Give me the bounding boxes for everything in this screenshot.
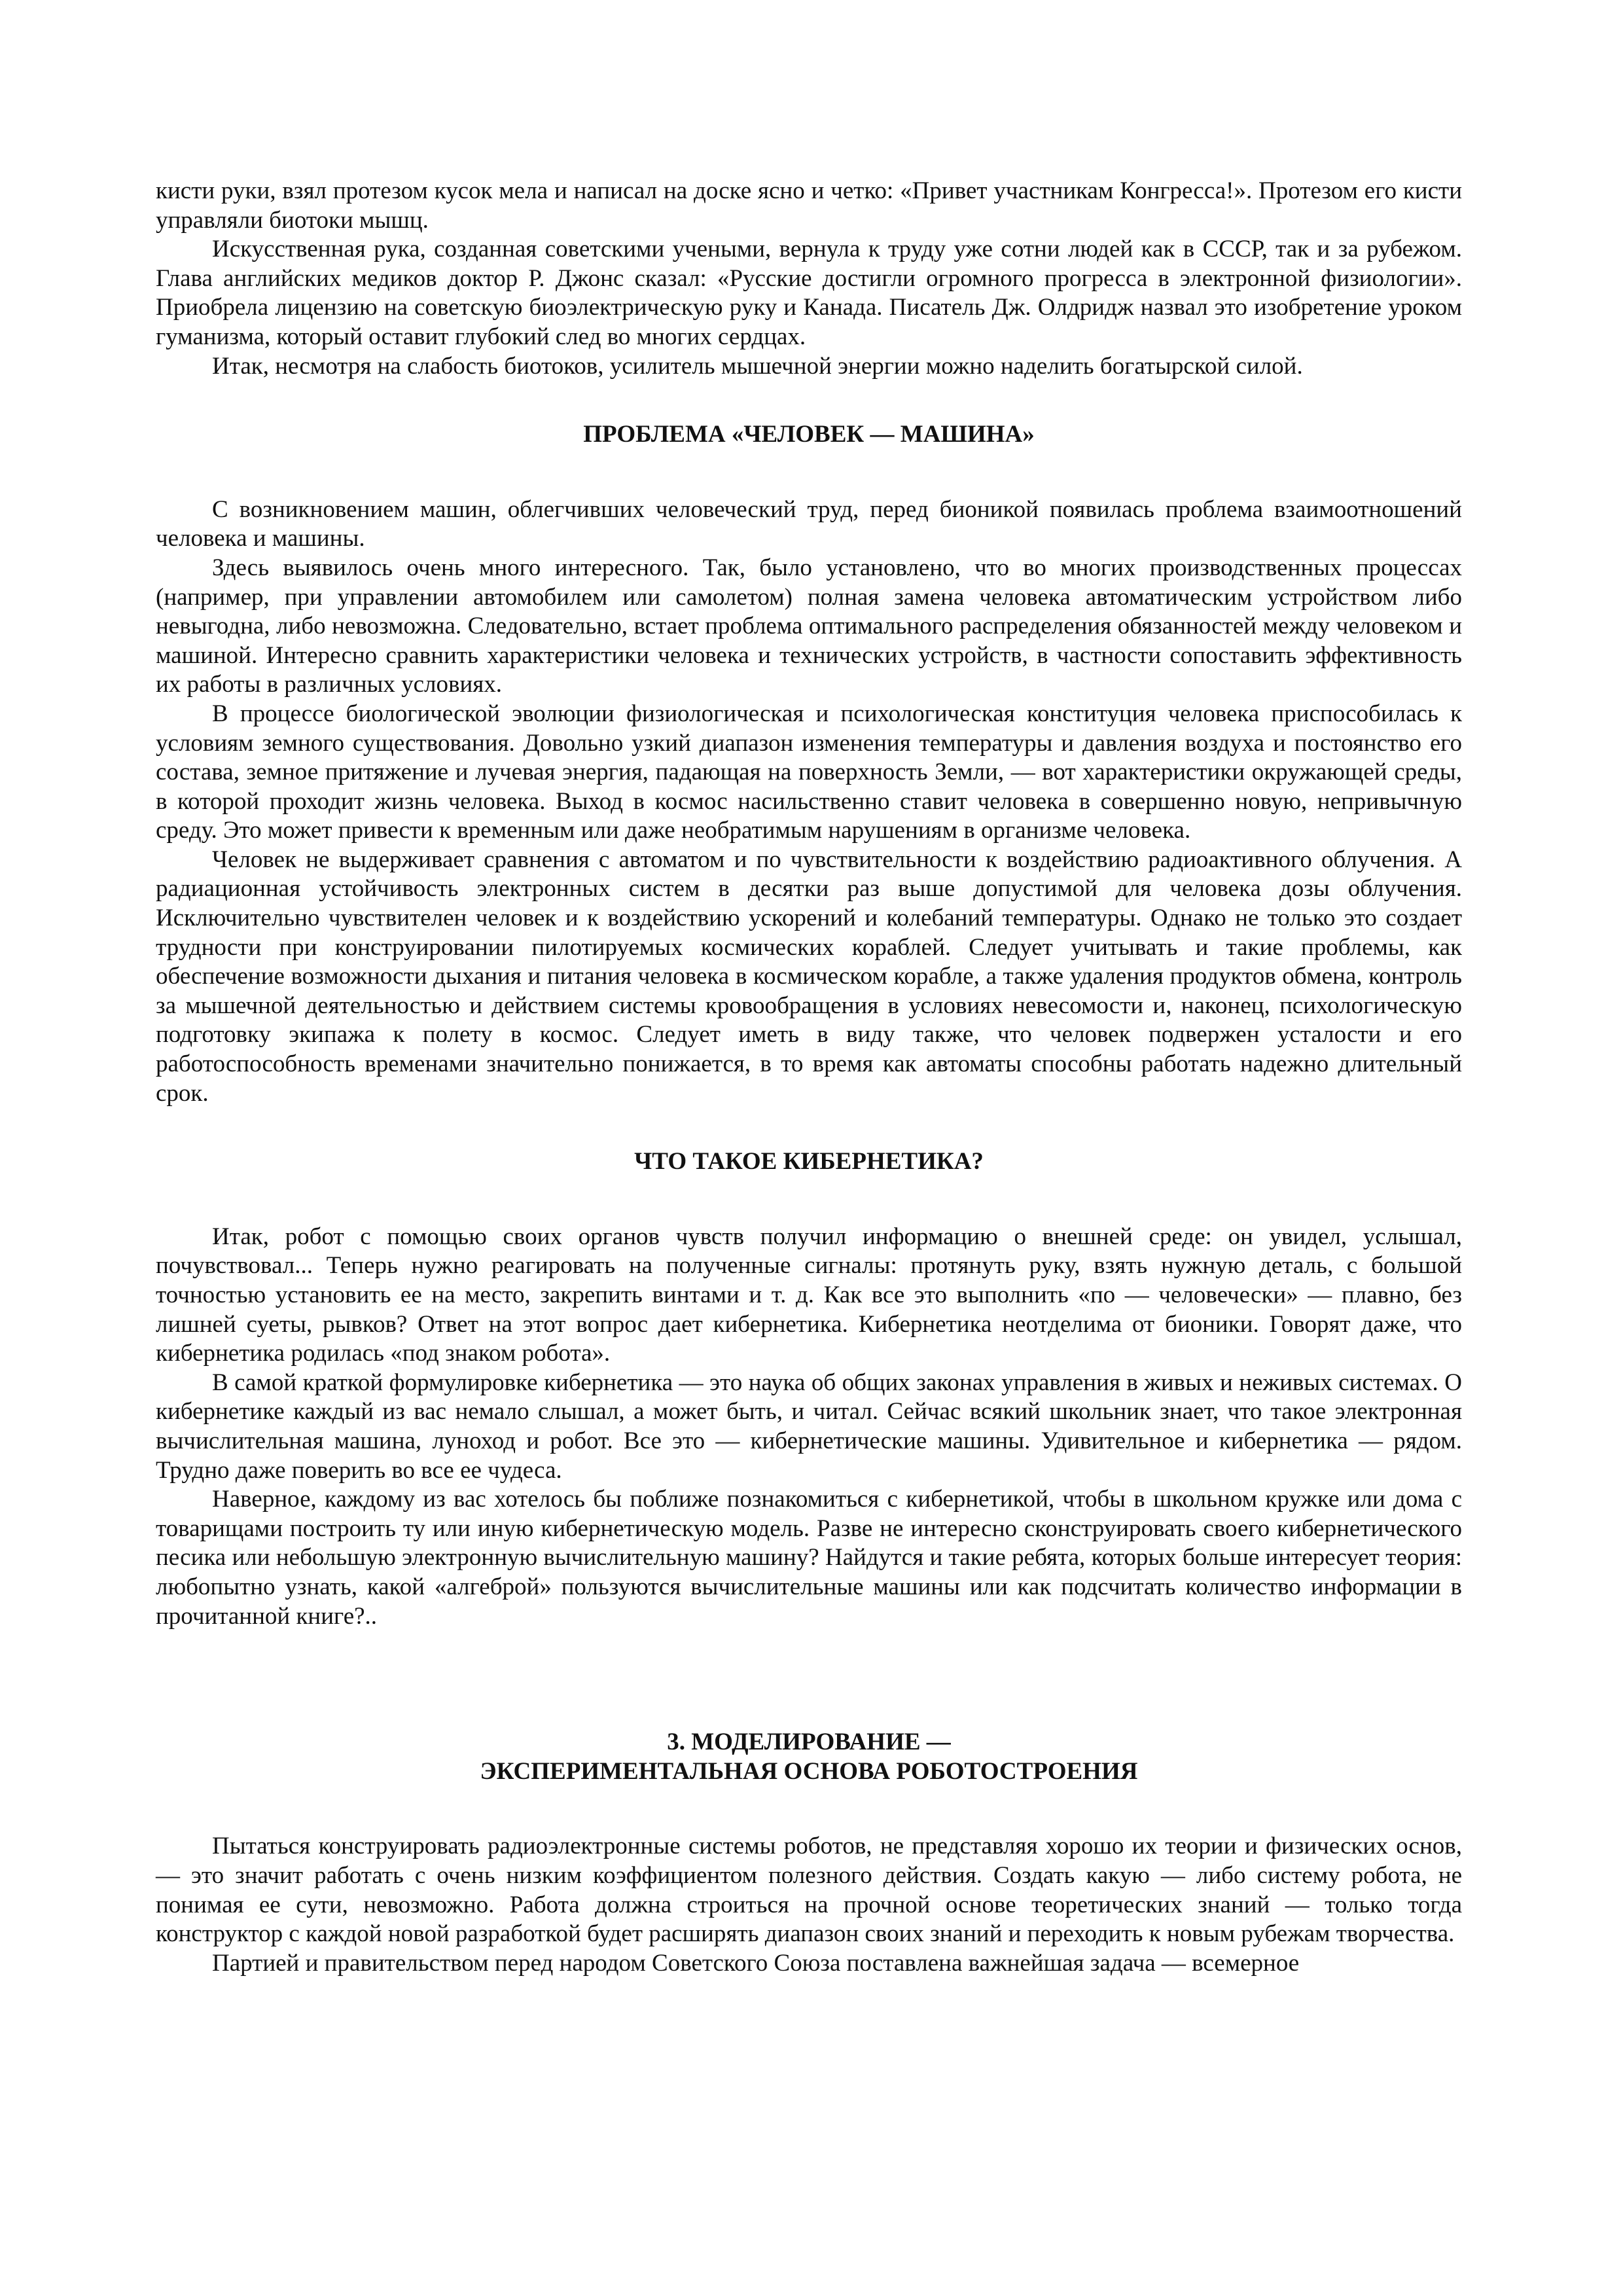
paragraph: Искусственная рука, созданная советскими учеными, вернула к труду уже сотни людей как в СССР, так и за рубежом. Глава английских медиков доктор Р. Джонс сказал: «Русские достигли огромного прогресса в электронной физиологии». Приобрела лицензию на советскую биоэлектрическую руку и Канада. Писатель Дж. Олдридж назвал это изобретение уроком гуманизма, который оставит глубокий след во многих сердцах. [156, 236, 1462, 350]
document-page [156, 177, 1462, 1978]
paragraph: С возникновением машин, облегчивших человеческий труд, перед бионикой появилась проблема взаимоотношений человека и машины. [156, 495, 1462, 552]
chapter-heading-line2: ЭКСПЕРИМЕНТАЛЬНАЯ ОСНОВА РОБОТОСТРОЕНИЯ [480, 1757, 1138, 1785]
paragraph: Здесь выявилось очень много интересного. Так, было установлено, что во многих производственных процессах (например, при управлении автомобилем или самолетом) полная замена человека автоматическим устройством либо невыгодна, либо невозможна. Следовательно, встает проблема оптимального распределения обязанностей между человеком и машиной. Интересно сравнить характеристики человека и технических устройств, в частности сопоставить эффективность их работы в различных условиях. [156, 554, 1462, 698]
paragraph: Партией и правительством перед народом Советского Союза поставлена важнейшая задача — всемерное [212, 1949, 1300, 1977]
chapter-heading [156, 1728, 1462, 1786]
paragraph: В процессе биологической эволюции физиологическая и психологическая конституция человека приспособилась к условиям земного существования. Довольно узкий диапазон изменения температуры и давления воздуха и постоянство его состава, земное притяжение и лучевая энергия, падающая на поверхность Земли, — вот характеристики окружающей среды, в которой проходит жизнь человека. Выход в космос насильственно ставит человека в совершенно новую, непривычную среду. Это может привести к временным или даже необратимым нарушениям в организме человека. [156, 700, 1462, 844]
section-heading: ЧТО ТАКОЕ КИБЕРНЕТИКА? [634, 1148, 984, 1175]
paragraph: В самой краткой формулировке кибернетика — это наука об общих законах управления в живых и неживых системах. О кибернетике каждый из вас немало слышал, а может быть, и читал. Сейчас всякий школьник знает, что такое электронная вычислительная машина, луноход и робот. Все это — кибернетические машины. Удивительное и кибернетика — рядом. Трудно даже поверить во все ее чудеса. [156, 1369, 1462, 1484]
paragraph: Пытаться конструировать радиоэлектронные системы роботов, не представляя хорошо их теории и физических основ, — это значит работать с очень низким коэффициентом полезного действия. Создать какую — либо систему робота, не понимая ее сути, невозможно. Работа должна строиться на прочной основе теоретических знаний — только тогда конструктор с каждой новой разработкой будет расширять диапазон своих знаний и переходить к новым рубежам творчества. [156, 1833, 1462, 1948]
paragraph: Итак, робот с помощью своих органов чувств получил информацию о внешней среде: он увидел, услышал, почувствовал... Теперь нужно реагировать на полученные сигналы: протянуть руку, взять нужную деталь, с большой точностью установить ее на место, закрепить винтами и т. д. Как все это выполнить «по — человечески» — плавно, без лишней суеты, рывков? Ответ на этот вопрос дает кибернетика. Кибернетика неотделима от бионики. Говорят даже, что кибернетика родилась «под знаком робота». [156, 1223, 1462, 1367]
paragraph: кисти руки, взял протезом кусок мела и написал на доске ясно и четко: «Привет участникам Конгресса!». Протезом его кисти управляли биотоки мышц. [156, 177, 1462, 234]
paragraph: Наверное, каждому из вас хотелось бы поближе познакомиться с кибернетикой, чтобы в школьном кружке или дома с товарищами построить ту или иную кибернетическую модель. Разве не интересно сконструировать своего кибернетического песика или небольшую электронную вычислительную машину? Найдутся и такие ребята, которых больше интересует теория: любопытно узнать, какой «алгеброй» пользуются вычислительные машины или как подсчитать количество информации в прочитанной книге?.. [156, 1486, 1462, 1630]
section-heading: ПРОБЛЕМА «ЧЕЛОВЕК — МАШИНА» [583, 421, 1035, 448]
paragraph: Человек не выдерживает сравнения с автоматом и по чувствительности к воздействию радиоактивного облучения. А радиационная устойчивость электронных систем в десятки раз выше допустимой для человека дозы облучения. Исключительно чувствителен человек и к воздействию ускорений и колебаний температуры. Однако не только это создает трудности при конструировании пилотируемых космических кораблей. Следует учитывать и такие проблемы, как обеспечение возможности дыхания и питания человека в космическом корабле, а также удаления продуктов обмена, контроль за мышечной деятельностью и действием системы кровообращения в условиях невесомости и, наконец, психологическую подготовку экипажа к полету в космос. Следует иметь в виду также, что человек подвержен усталости и его работоспособность временами значительно понижается, в то время как автоматы способны работать надежно длительный срок. [156, 846, 1462, 1107]
paragraph: Итак, несмотря на слабость биотоков, усилитель мышечной энергии можно наделить богатырской силой. [212, 352, 1303, 380]
chapter-heading-line1: 3. МОДЕЛИРОВАНИЕ — [667, 1729, 951, 1756]
